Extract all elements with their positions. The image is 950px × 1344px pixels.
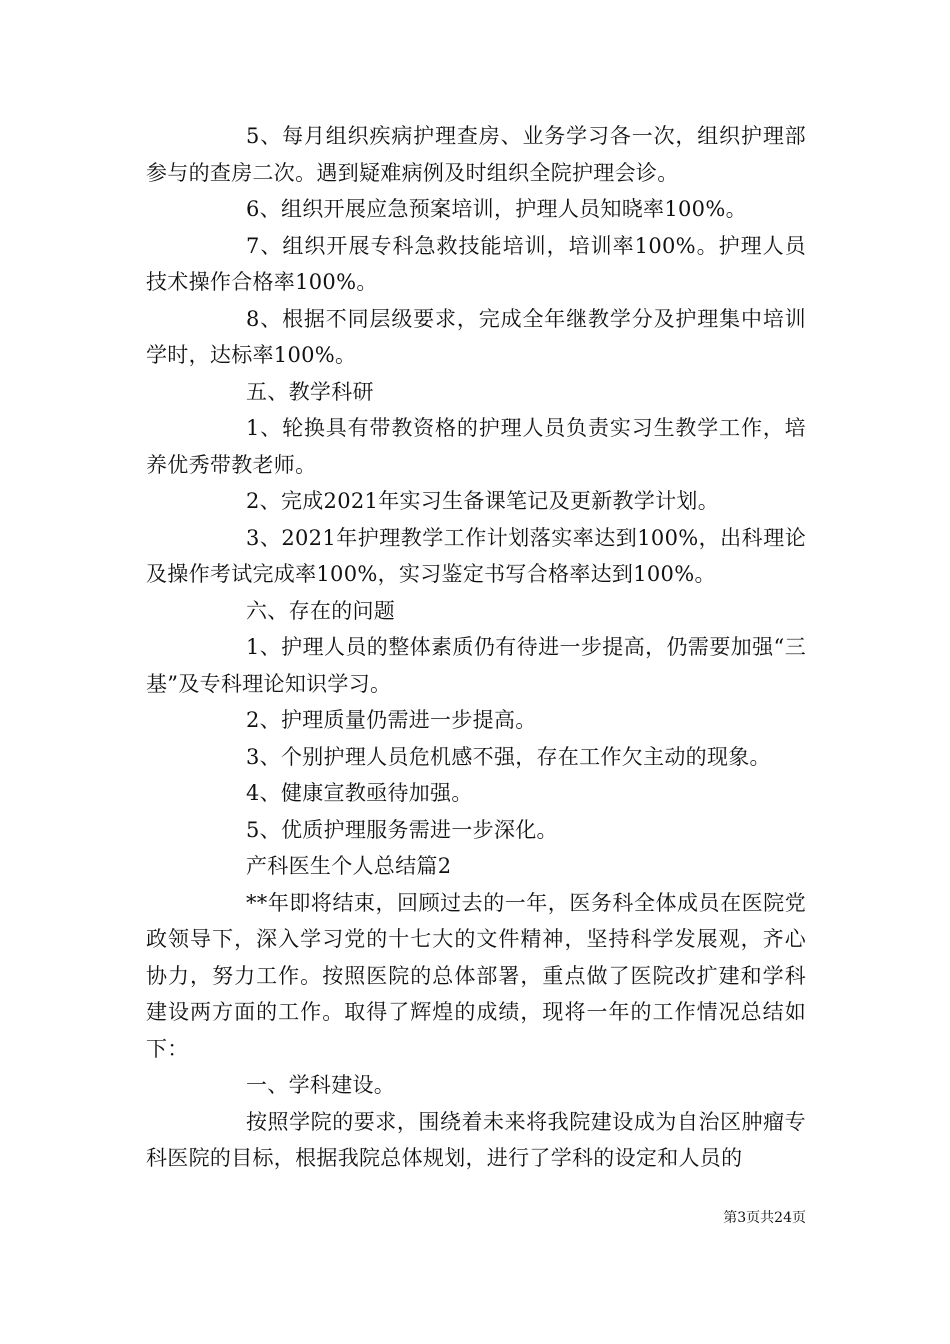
paragraph: 6、组织开展应急预案培训，护理人员知晓率100%。 [246, 197, 747, 221]
paragraph: 2、护理质量仍需进一步提高。 [246, 708, 537, 732]
paragraph: 1、轮换具有带教资格的护理人员负责实习生教学工作，培养优秀带教老师。 [146, 416, 806, 477]
paragraph: 5、每月组织疾病护理查房、业务学习各一次，组织护理部参与的查房二次。遇到疑难病例及时组织全院护理会诊。 [146, 124, 806, 185]
section-heading: 一、学科建设。 [246, 1073, 396, 1097]
section-heading: 六、存在的问题 [246, 598, 396, 623]
paragraph: 8、根据不同层级要求，完成全年继教学分及护理集中培训学时，达标率100%。 [146, 306, 806, 367]
paragraph: 2、完成2021年实习生备课笔记及更新教学计划。 [246, 489, 720, 513]
paragraph: 4、健康宣教亟待加强。 [246, 781, 473, 805]
page-footer: 第3页共24页 [723, 1210, 806, 1226]
paragraph: 按照学院的要求，围绕着未来将我院建设成为自治区肿瘤专科医院的目标，根据我院总体规划，进行了学科的设定和人员的 [146, 1109, 806, 1170]
paragraph: 5、优质护理服务需进一步深化。 [246, 817, 558, 842]
paragraph: 7、组织开展专科急救技能培训，培训率100%。护理人员技术操作合格率100%。 [146, 233, 806, 294]
paragraph: 3、2021年护理教学工作计划落实率达到100%，出科理论及操作考试完成率100%，实习鉴定书写合格率达到100%。 [146, 525, 806, 586]
paragraph: 3、个别护理人员危机感不强，存在工作欠主动的现象。 [246, 744, 771, 769]
article-title: 产科医生个人总结篇2 [246, 854, 452, 878]
section-heading: 五、教学科研 [246, 379, 374, 404]
paragraph: 1、护理人员的整体素质仍有待进一步提高，仍需要加强“三基”及专科理论知识学习。 [146, 635, 806, 696]
paragraph: **年即将结束，回顾过去的一年，医务科全体成员在医院党政领导下，深入学习党的十七大的文件精神，坚持科学发展观，齐心协力，努力工作。按照医院的总体部署，重点做了医院改扩建和学科建设两方面的工作。取得了辉煌的成绩，现将一年的工作情况总结如下： [146, 890, 806, 1061]
document-body [146, 118, 806, 1177]
